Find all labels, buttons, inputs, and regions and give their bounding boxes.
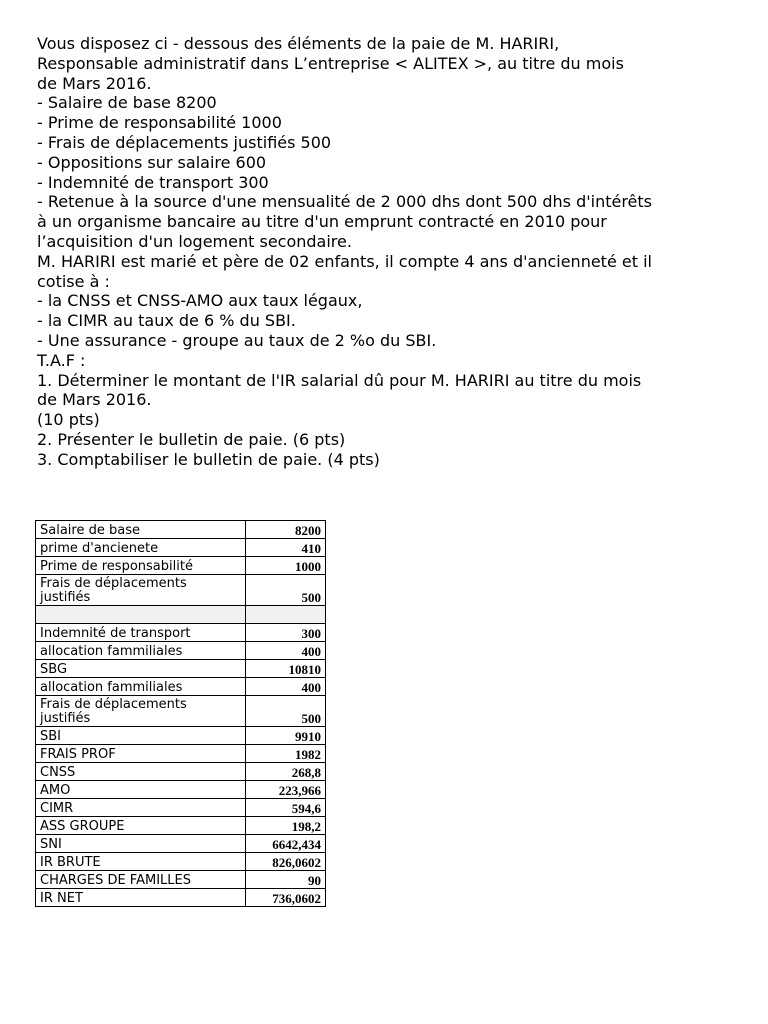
row-value: 6642,434 <box>246 835 326 853</box>
statement-line: - Salaire de base 8200 <box>37 93 217 113</box>
row-label: FRAIS PROF <box>36 745 246 763</box>
row-label: allocation fammiliales <box>36 678 246 696</box>
row-label: Frais de déplacements justifiés <box>36 696 246 727</box>
statement-line: à un organisme bancaire au titre d'un emprunt contracté en 2010 pour <box>37 212 607 232</box>
row-label: Frais de déplacements justifiés <box>36 575 246 606</box>
row-label <box>36 606 246 624</box>
statement-line: 1. Déterminer le montant de l'IR salarial dû pour M. HARIRI au titre du mois <box>37 370 642 390</box>
statement-line: 3. Comptabiliser le bulletin de paie. (4 pts) <box>37 449 380 469</box>
row-label: IR BRUTE <box>36 853 246 871</box>
table-row <box>36 835 326 853</box>
statement-line: - la CNSS et CNSS-AMO aux taux légaux, <box>37 291 363 311</box>
statement-line: Responsable administratif dans L’entreprise < ALITEX >, au titre du mois <box>37 53 624 73</box>
statement-line: 2. Présenter le bulletin de paie. (6 pts) <box>37 429 346 449</box>
table-row <box>36 678 326 696</box>
table-row <box>36 889 326 907</box>
row-value: 90 <box>246 871 326 889</box>
row-label: CNSS <box>36 763 246 781</box>
row-label: AMO <box>36 781 246 799</box>
table-row <box>36 727 326 745</box>
row-value: 300 <box>246 624 326 642</box>
table-row <box>36 853 326 871</box>
row-value: 400 <box>246 642 326 660</box>
statement-line: Vous disposez ci - dessous des éléments de la paie de M. HARIRI, <box>37 34 560 53</box>
row-value: 268,8 <box>246 763 326 781</box>
row-label: Indemnité de transport <box>36 624 246 642</box>
row-value: 826,0602 <box>246 853 326 871</box>
row-value: 9910 <box>246 727 326 745</box>
row-label: SBI <box>36 727 246 745</box>
table-row-empty <box>36 606 326 624</box>
row-value: 8200 <box>246 521 326 539</box>
row-value: 594,6 <box>246 799 326 817</box>
table-row <box>36 575 326 606</box>
statement-line: - Frais de déplacements justifiés 500 <box>37 132 332 152</box>
table-row <box>36 660 326 678</box>
table-row <box>36 557 326 575</box>
row-label: SBG <box>36 660 246 678</box>
statement-line: - Indemnité de transport 300 <box>37 172 269 192</box>
table-row <box>36 781 326 799</box>
statement-line: - Prime de responsabilité 1000 <box>37 113 282 133</box>
statement-line: de Mars 2016. <box>37 390 152 410</box>
row-label: SNI <box>36 835 246 853</box>
table-row <box>36 871 326 889</box>
row-value: 198,2 <box>246 817 326 835</box>
table-row <box>36 745 326 763</box>
statement-line: - Retenue à la source d'une mensualité de 2 000 dhs dont 500 dhs d'intérêts <box>37 192 653 212</box>
row-label: allocation fammiliales <box>36 642 246 660</box>
row-value <box>246 606 326 624</box>
payroll-table <box>35 520 326 907</box>
statement-line: - Une assurance - groupe au taux de 2 %o du SBI. <box>37 330 437 350</box>
row-value: 410 <box>246 539 326 557</box>
row-label: Prime de responsabilité <box>36 557 246 575</box>
row-value: 500 <box>246 696 326 727</box>
row-value: 1000 <box>246 557 326 575</box>
row-label: prime d'ancienete <box>36 539 246 557</box>
statement-line: - la CIMR au taux de 6 % du SBI. <box>37 311 296 331</box>
table-row <box>36 539 326 557</box>
row-value: 223,966 <box>246 781 326 799</box>
table-row <box>36 696 326 727</box>
row-value: 736,0602 <box>246 889 326 907</box>
table-row <box>36 799 326 817</box>
statement-line: de Mars 2016. <box>37 73 152 93</box>
row-value: 400 <box>246 678 326 696</box>
statement-line: M. HARIRI est marié et père de 02 enfants, il compte 4 ans d'ancienneté et il <box>37 251 652 271</box>
row-label: IR NET <box>36 889 246 907</box>
table-row <box>36 624 326 642</box>
table-row <box>36 642 326 660</box>
row-label: CHARGES DE FAMILLES <box>36 871 246 889</box>
row-label: Salaire de base <box>36 521 246 539</box>
row-value: 10810 <box>246 660 326 678</box>
statement-line: (10 pts) <box>37 410 100 430</box>
statement-line: T.A.F : <box>37 350 86 370</box>
statement-line: cotise à : <box>37 271 110 291</box>
row-value: 1982 <box>246 745 326 763</box>
statement-line: - Oppositions sur salaire 600 <box>37 152 267 172</box>
table-row <box>36 521 326 539</box>
table-row <box>36 817 326 835</box>
row-label: ASS GROUPE <box>36 817 246 835</box>
statement-line: l’acquisition d'un logement secondaire. <box>37 231 352 251</box>
row-value: 500 <box>246 575 326 606</box>
table-row <box>36 763 326 781</box>
exercise-statement <box>37 34 749 470</box>
row-label: CIMR <box>36 799 246 817</box>
